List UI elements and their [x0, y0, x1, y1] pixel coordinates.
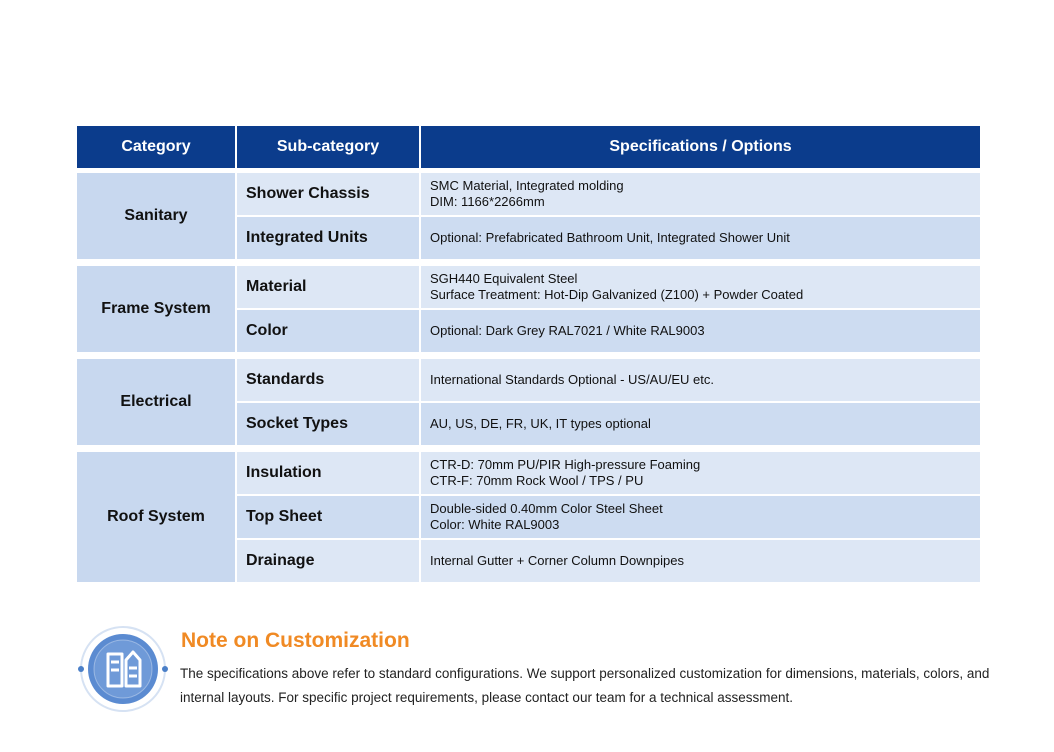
spec-cell — [421, 452, 980, 496]
spec-line: International Standards Optional - US/AU/EU etc. — [430, 372, 714, 387]
spec-line: CTR-F: 70mm Rock Wool / TPS / PU — [430, 473, 644, 488]
spec-line: Double-sided 0.40mm Color Steel Sheet — [430, 501, 663, 516]
sub-category-cell: Material — [237, 266, 421, 310]
sub-category-cell: Top Sheet — [237, 496, 421, 540]
table-body — [77, 168, 980, 584]
header-specifications: Specifications / Options — [421, 126, 980, 168]
table-row — [77, 359, 980, 403]
sub-category-cell: Standards — [237, 359, 421, 403]
spec-line: Color: White RAL9003 — [430, 517, 560, 532]
spec-cell — [421, 266, 980, 310]
header-category: Category — [77, 126, 237, 168]
spec-cell — [421, 310, 980, 354]
spec-cell — [421, 217, 980, 261]
spec-line: Optional: Dark Grey RAL7021 / White RAL9003 — [430, 323, 705, 338]
building-icon — [78, 624, 168, 714]
category-cell: Sanitary — [77, 173, 237, 261]
table-row — [77, 266, 980, 310]
spec-line: Internal Gutter + Corner Column Downpipes — [430, 553, 684, 568]
spec-line: AU, US, DE, FR, UK, IT types optional — [430, 416, 651, 431]
sub-category-cell: Socket Types — [237, 403, 421, 447]
sub-category-cell: Integrated Units — [237, 217, 421, 261]
spec-line: CTR-D: 70mm PU/PIR High-pressure Foaming — [430, 457, 701, 472]
category-cell: Roof System — [77, 452, 237, 584]
spec-line: DIM: 1166*2266mm — [430, 194, 545, 209]
table-row — [77, 452, 980, 496]
spec-cell — [421, 540, 980, 584]
category-cell: Electrical — [77, 359, 237, 447]
sub-category-cell: Shower Chassis — [237, 173, 421, 217]
sub-category-cell: Drainage — [237, 540, 421, 584]
sub-category-cell: Insulation — [237, 452, 421, 496]
spec-line: Optional: Prefabricated Bathroom Unit, Integrated Shower Unit — [430, 230, 790, 245]
sub-category-cell: Color — [237, 310, 421, 354]
table-row — [77, 173, 980, 217]
spec-cell — [421, 403, 980, 447]
note-badge — [78, 624, 168, 714]
spec-line: SGH440 Equivalent Steel — [430, 271, 578, 286]
spec-cell — [421, 496, 980, 540]
spec-cell — [421, 359, 980, 403]
category-cell: Frame System — [77, 266, 237, 354]
note-body: The specifications above refer to standard configurations. We support personalized customization for dimensions, materials, colors, and internal layouts. For specific project requirements, please contact our team for a technical assessment. — [180, 666, 990, 705]
spec-table — [77, 126, 980, 584]
spec-cell — [421, 173, 980, 217]
note-title: Note on Customization — [181, 629, 410, 652]
spec-line: SMC Material, Integrated molding — [430, 178, 624, 193]
header-sub-category: Sub-category — [237, 126, 421, 168]
table-header-row — [77, 126, 980, 168]
spec-line: Surface Treatment: Hot-Dip Galvanized (Z100) + Powder Coated — [430, 287, 804, 302]
